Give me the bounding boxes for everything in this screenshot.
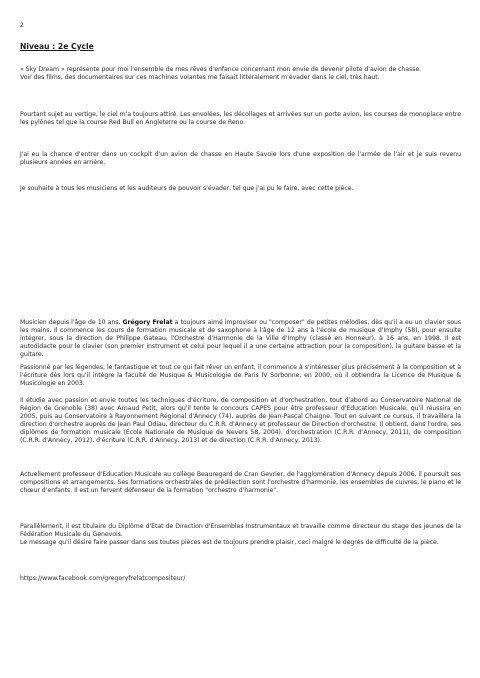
level-heading: Niveau : 2e Cycle xyxy=(20,42,94,51)
intro-paragraph-3 xyxy=(20,151,461,167)
bio-diploma-direction-text: Parallèlement, il est titulaire du Diplôme d'Etat de Direction d'Ensembles Instrumentaux et travaille comme directeur du stage des jeunes de la Fédération Musicale du Genevois. xyxy=(20,523,461,538)
bio-intro-text: Musicien depuis l'âge de 10 ans, xyxy=(20,319,123,326)
intro-cockpit-text: J'ai eu la chance d'entrer dans un cockpit d'un avion de chasse en Haute Savoie lors d'une exposition de l'armée de l'air et je suis revenu plusieurs années en arrière. xyxy=(20,151,461,166)
bio-diplomas-text: Il étudie avec passion et envie toutes les techniques d'écriture, de composition et d'orchestration, tout d'abord au Conservatoire National de Région de Grenoble (38) avec Arnaud Petit, alors qu'il tente le concours CAPES pour être professeur d'Education Musicale, qu'il réussira en 2005, puis au Conservatoire à Rayonnement Régional d'Annecy (74), auprès de Jean-Pascal Chaigne. Tout en suivant ce cursus, il travaillera la direction d'orchestre auprès de Jean Paul Odiau, directeur du C.R.R. d'Annecy et professeur de Direction d'orchestre. Il obtient, dans l'ordre, ses diplômes de formation musicale (Ecole Nationale de Musique de Nevers 58, 2004), d'orchestration (C.R.R. d'Annecy, 2011), de composition (C.R.R. d'Annecy, 2012), d'écriture (C.R.R. d'Annecy, 2013) et de direction (C.R.R. d'Annecy, 2013). xyxy=(20,397,461,444)
intro-films-text: Voir des films, des documentaires sur ces machines volantes me faisait littéralement m'évader dans le ciel, très haut. xyxy=(20,74,380,81)
composer-name: Grégory Frelat xyxy=(122,319,173,326)
bio-studies-text: Passionné par les légendes, le fantastique et tout ce qui fait rêver un enfant, il commence à s'intéresser plus précisément à la composition et à l'écriture dès lors qu'il intègre la faculté de Musique & Musicologie de Paris IV Sorbonne, en 2000, où il obtiendra la Licence de Musique & Musicologie en 2003. xyxy=(20,364,461,387)
intro-paragraph-1 xyxy=(20,66,461,82)
intro-vertigo-text: Pourtant sujet au vertige, le ciel m'a toujours attiré. Les envolées, les décollages et arrivées sur un porte avion, les courses de monoplace entre les pylônes tel que la course Red Bull en Angleterre ou la course de Reno. xyxy=(20,111,461,126)
bio-paragraph-3 xyxy=(20,397,461,445)
bio-paragraph-4 xyxy=(20,471,461,495)
page-number: 2 xyxy=(20,22,24,29)
bio-paragraph-2 xyxy=(20,364,461,388)
bio-early-years-text xyxy=(20,319,461,359)
bio-paragraph-5 xyxy=(20,523,461,547)
intro-paragraph-4 xyxy=(20,185,461,193)
bio-teaching-text: Actuellement professeur d'Education Musicale au collège Beauregard de Cran Gevrier, de l'agglomération d'Annecy depuis 2006, il poursuit ses compositions et arrangements. Ses formations orchestrales de prédilection sont l'orchestre d'harmonie, les ensembles de cuivres, le piano et le chœur d'enfants. Il est un fervent défenseur de la formation "orchestre d'harmonie". xyxy=(20,471,461,494)
intro-paragraph-2 xyxy=(20,111,461,127)
intro-sky-dream-text: « Sky Dream » représente pour moi l'ensemble de mes rêves d'enfance concernant mon envie de devenir pilote d'avion de chasse. xyxy=(20,66,422,73)
bio-early-years-rest: a toujours aimé improviser ou "composer" de petites mélodies, dès qu'il a eu un clavier sous les mains. Il commence les cours de formation musicale et de saxophone à l'âge de 12 ans à l'école de musique d'Imphy (58), pour ensuite intégrer, sous la direction de Philippe Gateau, l'Orchestre d'Harmonie de la Ville d'Imphy (classé en Honneur), à 16 ans, en 1998. Il est autodidacte pour le clavier (son premier instrument et celui pour lequel il a une certaine attraction pour la composition), la guitare basse et la guitare. xyxy=(20,319,462,358)
bio-paragraph-1 xyxy=(20,319,461,359)
intro-wish-text: Je souhaite à tous les musiciens et les auditeurs de pouvoir s'évader, tel que j'ai pu le faire, avec cette pièce. xyxy=(20,185,354,192)
facebook-link[interactable]: https://www.facebook.com/gregoryfrelatcompositeur/ xyxy=(20,575,186,582)
bio-message-text: Le message qu'il désire faire passer dans ses toutes pièces est de toujours prendre plaisir, ceci malgré le degrés de difficulté de la pièce. xyxy=(20,539,439,546)
